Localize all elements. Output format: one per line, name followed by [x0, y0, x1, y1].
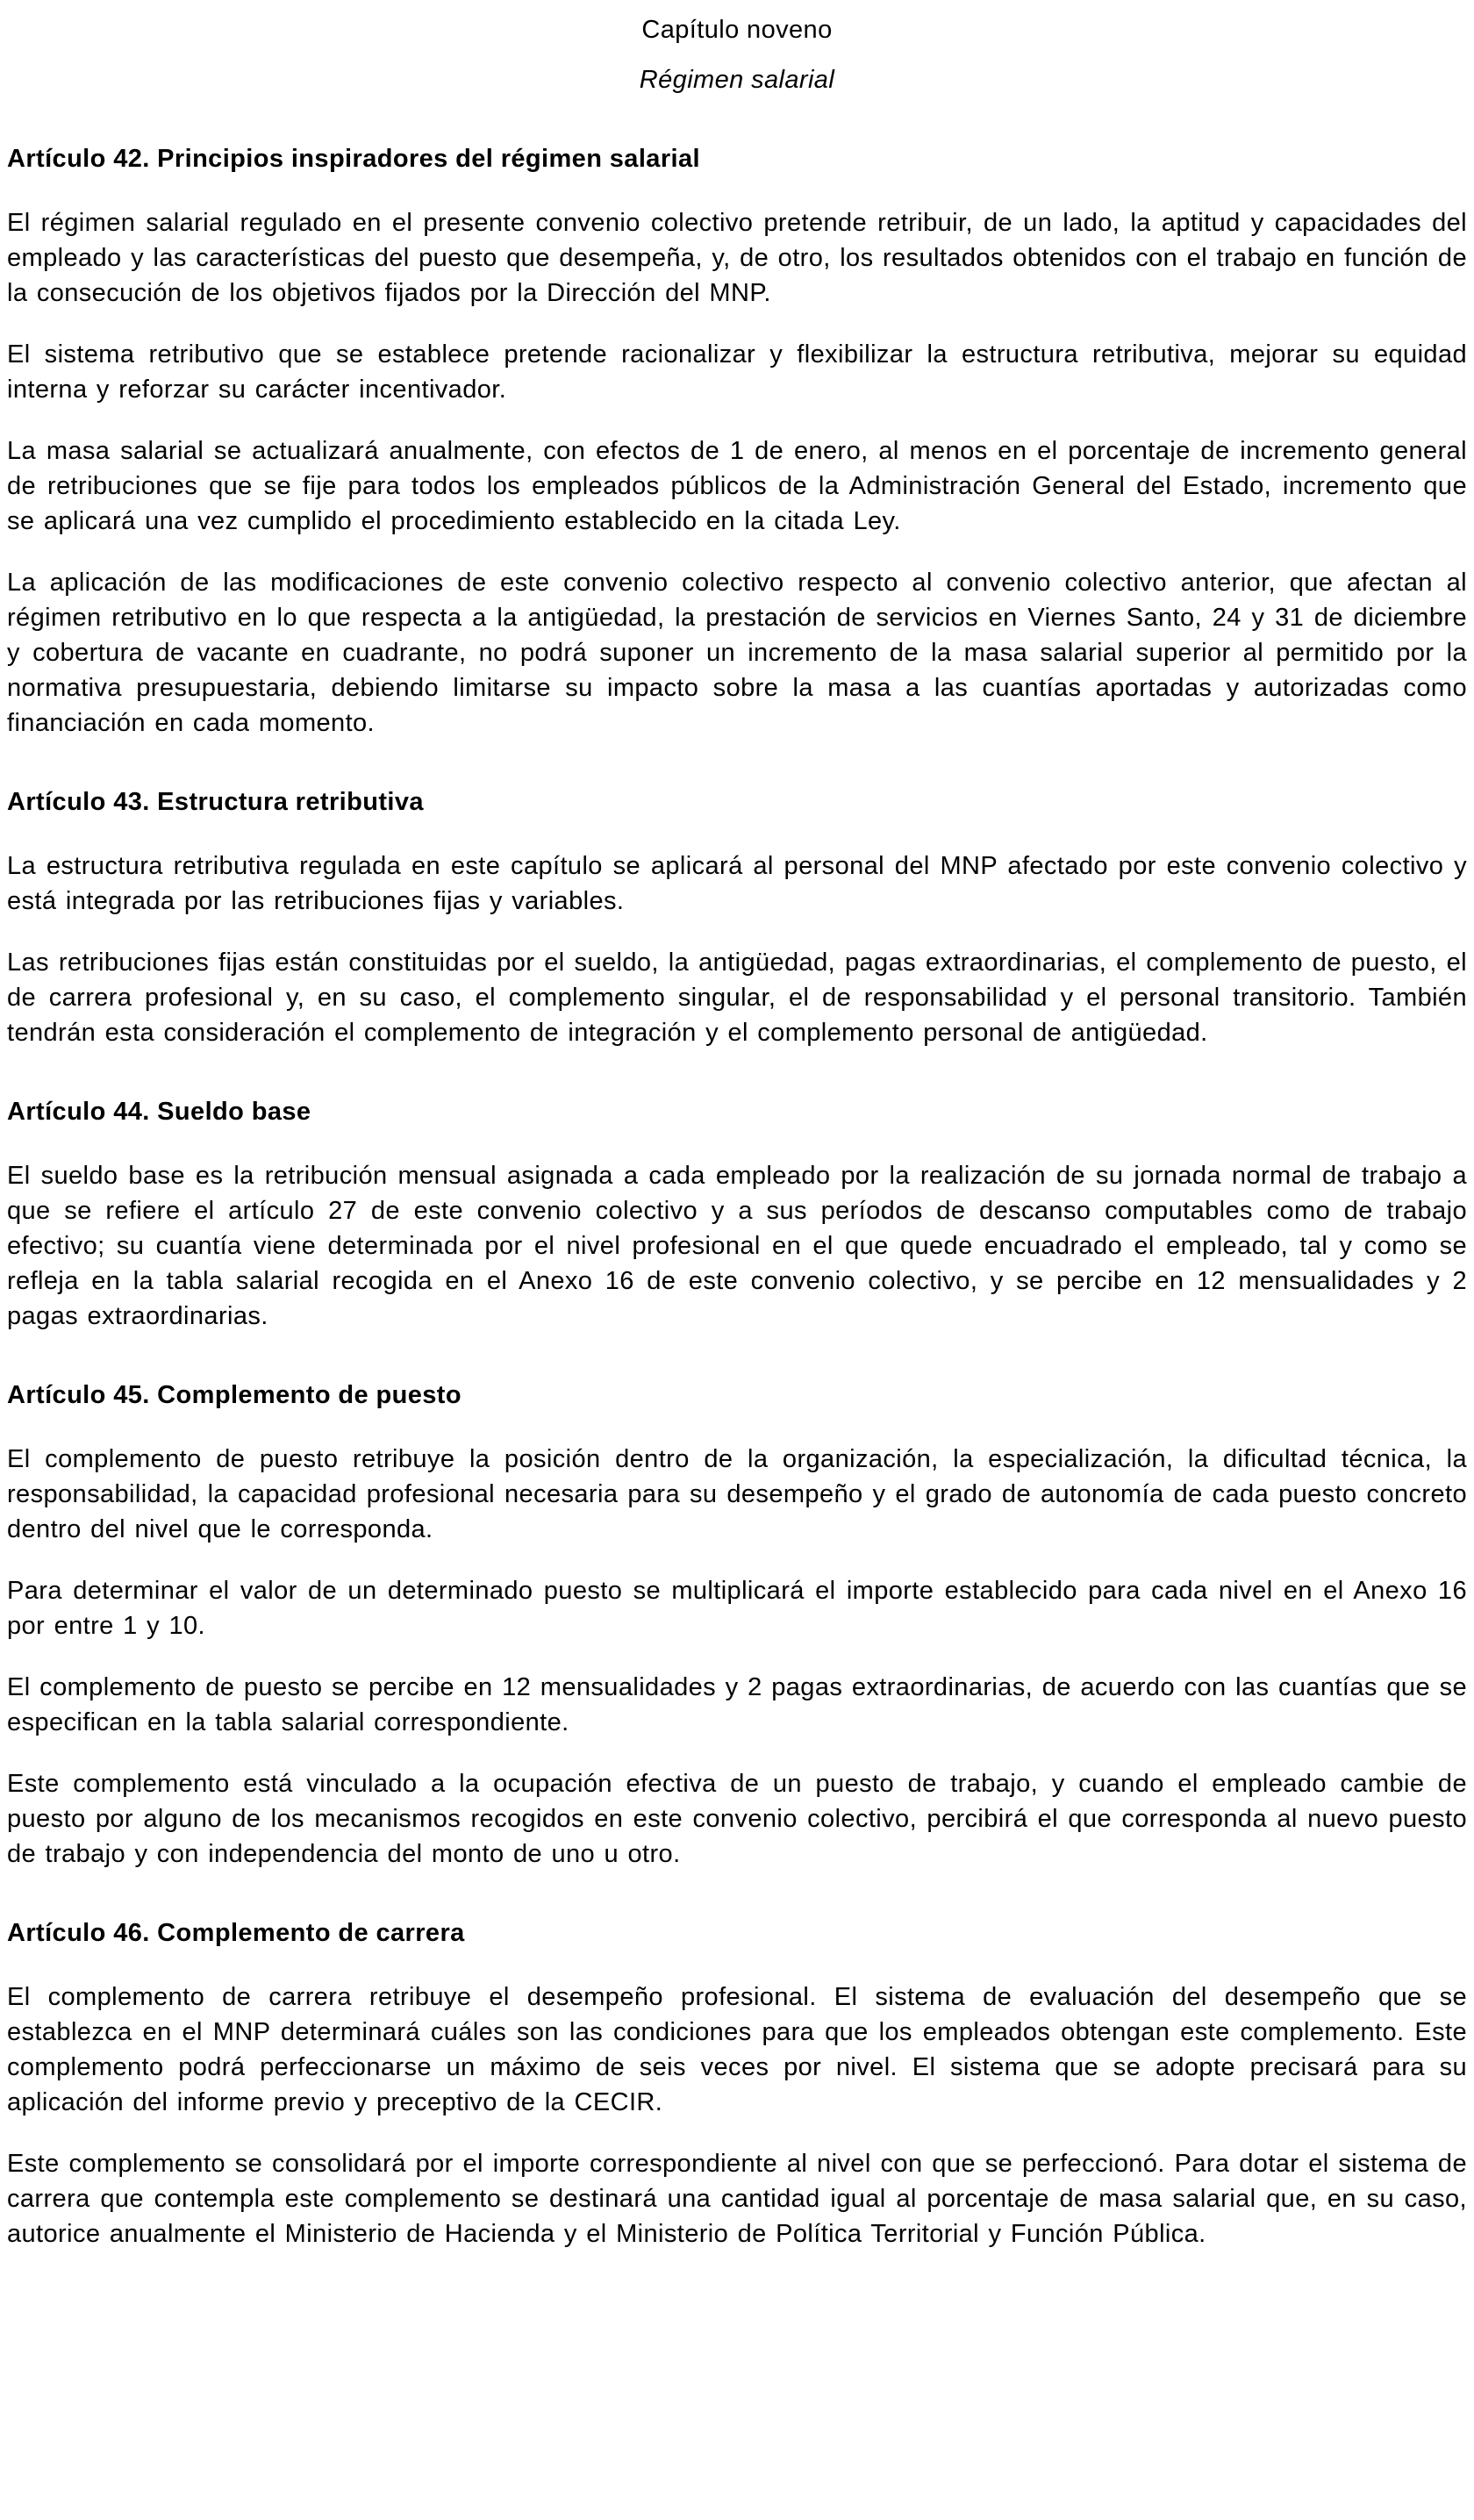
paragraph: El sistema retributivo que se establece pretende racionalizar y flexibilizar la estructura retributiva, mejorar su equidad interna y reforzar su carácter incentivador.	[7, 340, 1467, 404]
paragraph: Este complemento está vinculado a la ocupación efectiva de un puesto de trabajo, y cuando el empleado cambie de puesto por alguno de los mecanismos recogidos en este convenio colectivo, percibirá el que corresponda al nuevo puesto de trabajo y con independencia del monto de uno u otro.	[7, 1770, 1467, 1868]
paragraph: El sueldo base es la retribución mensual asignada a cada empleado por la realización de su jornada normal de trabajo a que se refiere el artículo 27 de este convenio colectivo y a sus períodos de descanso computables como de trabajo efectivo; su cuantía viene determinada por el nivel profesional en el que quede encuadrado el empleado, tal y como se refleja en la tabla salarial recogida en el Anexo 16 de este convenio colectivo, y se percibe en 12 mensualidades y 2 pagas extraordinarias.	[7, 1162, 1467, 1330]
chapter-subtitle: Régimen salarial	[639, 66, 835, 94]
paragraph: La estructura retributiva regulada en este capítulo se aplicará al personal del MNP afectado por este convenio colectivo y está integrada por las retribuciones fijas y variables.	[7, 852, 1467, 915]
paragraph: El complemento de puesto retribuye la posición dentro de la organización, la especialización, la dificultad técnica, la responsabilidad, la capacidad profesional necesaria para su desempeño y el grado de autonomía de cada puesto concreto dentro del nivel que le corresponda.	[7, 1445, 1467, 1543]
paragraph: La aplicación de las modificaciones de este convenio colectivo respecto al convenio colectivo anterior, que afectan al régimen retributivo en lo que respecta a la antigüedad, la prestación de servicios en Viernes Santo, 24 y 31 de diciembre y cobertura de vacante en cuadrante, no podrá suponer un incremento de la masa salarial superior al permitido por la normativa presupuestaria, debiendo limitarse su impacto sobre la masa a las cuantías aportadas y autorizadas como financiación en cada momento.	[7, 569, 1467, 737]
paragraph: El complemento de puesto se percibe en 12 mensualidades y 2 pagas extraordinarias, de acuerdo con las cuantías que se especifican en la tabla salarial correspondiente.	[7, 1673, 1467, 1736]
article-46-heading: Artículo 46. Complemento de carrera	[7, 1919, 465, 1947]
chapter-title: Capítulo noveno	[641, 16, 833, 44]
paragraph: La masa salarial se actualizará anualmente, con efectos de 1 de enero, al menos en el porcentaje de incremento general de retribuciones que se fije para todos los empleados públicos de la Administración General del Estado, incremento que se aplicará una vez cumplido el procedimiento establecido en la citada Ley.	[7, 437, 1467, 535]
article-46-section	[7, 1915, 1467, 2252]
article-45-section	[7, 1378, 1467, 1872]
article-44-section	[7, 1094, 1467, 1334]
article-42-section	[7, 141, 1467, 741]
paragraph: Para determinar el valor de un determinado puesto se multiplicará el importe establecido para cada nivel en el Anexo 16 por entre 1 y 10.	[7, 1577, 1467, 1640]
article-43-section	[7, 784, 1467, 1050]
article-42-heading: Artículo 42. Principios inspiradores del régimen salarial	[7, 145, 700, 173]
paragraph: Las retribuciones fijas están constituidas por el sueldo, la antigüedad, pagas extraordinarias, el complemento de puesto, el de carrera profesional y, en su caso, el complemento singular, el de responsabilidad y el personal transitorio. También tendrán esta consideración el complemento de integración y el complemento personal de antigüedad.	[7, 949, 1467, 1047]
article-44-heading: Artículo 44. Sueldo base	[7, 1098, 311, 1126]
paragraph: El complemento de carrera retribuye el desempeño profesional. El sistema de evaluación del desempeño que se establezca en el MNP determinará cuáles son las condiciones para que los empleados obtengan este complemento. Este complemento podrá perfeccionarse un máximo de seis veces por nivel. El sistema que se adopte precisará para su aplicación del informe previo y preceptivo de la CECIR.	[7, 1983, 1467, 2116]
paragraph: Este complemento se consolidará por el importe correspondiente al nivel con que se perfeccionó. Para dotar el sistema de carrera que contempla este complemento se destinará una cantidad igual al porcentaje de masa salarial que, en su caso, autorice anualmente el Ministerio de Hacienda y el Ministerio de Política Territorial y Función Pública.	[7, 2150, 1467, 2248]
article-45-heading: Artículo 45. Complemento de puesto	[7, 1381, 462, 1409]
article-43-heading: Artículo 43. Estructura retributiva	[7, 788, 424, 816]
paragraph: El régimen salarial regulado en el presente convenio colectivo pretende retribuir, de un lado, la aptitud y capacidades del empleado y las características del puesto que desempeña, y, de otro, los resultados obtenidos con el trabajo en función de la consecución de los objetivos fijados por la Dirección del MNP.	[7, 209, 1467, 307]
